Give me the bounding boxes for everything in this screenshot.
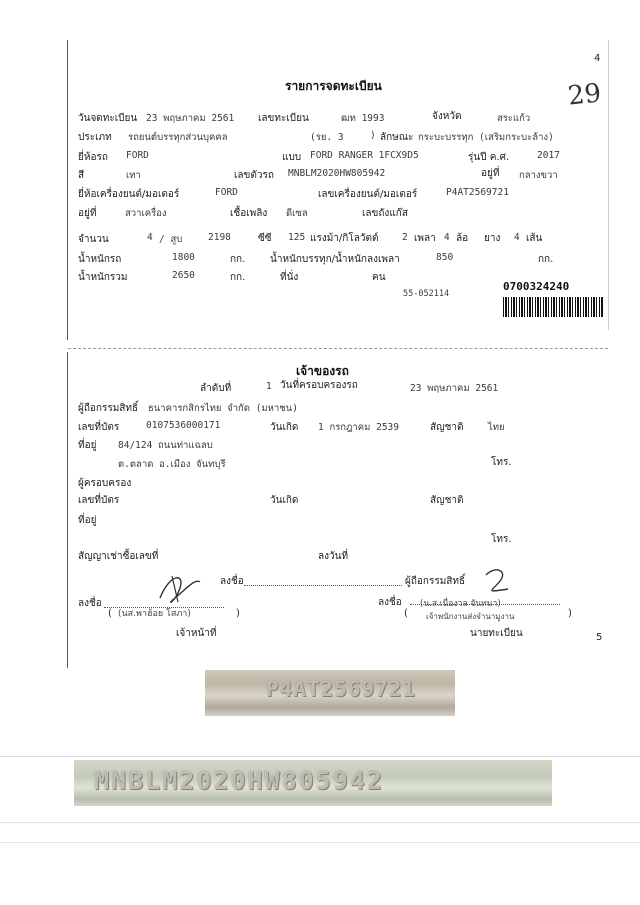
- engine-position-value: สวาเครื่อง: [125, 208, 167, 219]
- officer-signature-icon: [150, 568, 210, 608]
- cylinder-unit: / สูบ: [159, 234, 183, 245]
- fold-line-right: [608, 40, 609, 330]
- scan-line-2: [0, 822, 640, 823]
- nation-label: สัญชาติ: [430, 422, 464, 433]
- seq-value: 1: [266, 381, 272, 392]
- possess-date-label: วันที่ครอบครองรถ: [280, 380, 358, 391]
- owner-sign-line: [244, 585, 402, 586]
- form-bottom-line: [67, 667, 68, 668]
- fuel-label: เชื้อเพลิง: [230, 208, 268, 219]
- left-margin-line-top: [67, 40, 68, 340]
- cylinder-label: จำนวน: [78, 234, 109, 245]
- registrar-paren-right: ): [568, 608, 572, 619]
- type-value: รถยนต์บรรทุกส่วนบุคคล: [128, 132, 228, 143]
- wheel-label: ล้อ: [456, 233, 469, 244]
- year-label: รุ่นปี ค.ศ.: [468, 152, 510, 163]
- reg-date-label: วันจดทะเบียน: [78, 113, 138, 124]
- serial-small: 55-052114: [403, 289, 450, 299]
- contract-label: สัญญาเช่าซื้อเลขที่: [78, 551, 159, 562]
- tire-value: 4: [514, 232, 520, 243]
- cc-value: 2198: [208, 232, 231, 243]
- nation-label-2: สัญชาติ: [430, 495, 464, 506]
- separator-line: [68, 348, 608, 349]
- owner-value: ธนาคารกสิกรไทย จำกัด (มหาชน): [148, 403, 298, 414]
- birth-label: วันเกิด: [270, 422, 299, 433]
- model-label: แบบ: [282, 152, 302, 163]
- total-weight-value: 2650: [172, 270, 195, 281]
- province-label: จังหวัด: [432, 111, 462, 122]
- id-label-2: เลขที่บัตร: [78, 495, 120, 506]
- registrar-name: (น.ส.เนื่องวล จันทนา): [420, 599, 501, 609]
- type-label: ประเภท: [78, 132, 112, 143]
- cylinder-value: 4: [147, 232, 153, 243]
- style-label: ลักษณะ: [380, 132, 414, 143]
- total-weight-label: น้ำหนักรวม: [78, 272, 128, 283]
- address-label-2: ที่อยู่: [78, 515, 97, 526]
- tel-label-2: โทร.: [491, 534, 512, 545]
- birth-value: 1 กรกฎาคม 2539: [318, 422, 399, 433]
- id-label: เลขที่บัตร: [78, 422, 120, 433]
- handwritten-page-number: 29: [566, 78, 603, 112]
- load-label: น้ำหนักบรรทุก/น้ำหนักลงเพลา: [270, 254, 400, 265]
- fuel-value: ดีเซล: [286, 208, 308, 219]
- address-label: ที่อยู่: [78, 440, 97, 451]
- owner-sign-role: ผู้ถือกรรมสิทธิ์: [405, 576, 466, 587]
- hp-label: แรงม้า/กิโลวัตต์: [310, 233, 379, 244]
- axle-label: เพลา: [414, 233, 436, 244]
- chassis-number-rubbing: MNBLM2020HW805942: [94, 766, 384, 795]
- reg-no-value: ฒท 1993: [341, 113, 385, 124]
- barcode: [503, 297, 603, 317]
- engine-brand-value: FORD: [215, 187, 238, 198]
- sign-label-registrar: ลงชื่อ: [378, 597, 402, 608]
- chassis-label: เลขตัวรถ: [234, 170, 274, 181]
- owner-title: เจ้าของรถ: [296, 364, 349, 378]
- weight-label: น้ำหนักรถ: [78, 254, 122, 265]
- officer-paren-right: ): [236, 608, 240, 619]
- axle-value: 2: [402, 232, 408, 243]
- color-label: สี: [78, 170, 85, 181]
- possess-date-value: 23 พฤษภาคม 2561: [410, 383, 499, 394]
- sign-label-officer: ลงชื่อ: [78, 598, 102, 609]
- contract-date-label: ลงวันที่: [318, 551, 349, 562]
- position-value: กลางขวา: [519, 170, 558, 181]
- engine-no-label: เลขเครื่องยนต์/มอเตอร์: [318, 189, 418, 200]
- sign-label-owner: ลงชื่อ: [220, 576, 244, 587]
- bottom-page-number: 5: [596, 632, 603, 643]
- weight-value: 1800: [172, 252, 195, 263]
- type-code-close: ): [370, 130, 376, 141]
- registrar-signature-icon: [478, 565, 518, 599]
- scan-line-1: [0, 756, 640, 757]
- gas-tank-label: เลขถังแก๊ส: [362, 208, 408, 219]
- wheel-value: 4: [444, 232, 450, 243]
- officer-name: (นส.พาฮ้อย โสภา): [118, 609, 191, 619]
- chassis-value: MNBLM2020HW805942: [288, 168, 386, 179]
- engine-no-value: P4AT2569721: [446, 187, 509, 198]
- registrar-subtitle: เจ้าพนักงานส่งจำนามูงาน: [426, 612, 515, 621]
- brand-value: FORD: [126, 150, 149, 161]
- position-label: อยู่ที่: [481, 168, 500, 179]
- tel-label: โทร.: [491, 457, 512, 468]
- engine-position-label: อยู่ที่: [78, 208, 97, 219]
- owner-label: ผู้ถือกรรมสิทธิ์: [78, 403, 139, 414]
- scan-line-3: [0, 842, 640, 843]
- seat-label: ที่นั่ง: [280, 272, 299, 283]
- seat-unit: คน: [372, 272, 386, 283]
- address-line2: ต.ตลาด อ.เมือง จันทบุรี: [118, 459, 226, 470]
- province-value: สระแก้ว: [497, 113, 531, 124]
- registration-title: รายการจดทะเบียน: [285, 79, 382, 93]
- weight-unit: กก.: [230, 254, 246, 265]
- model-value: FORD RANGER 1FCX9D5: [310, 150, 419, 161]
- type-code: (รย. 3: [310, 132, 344, 143]
- year-value: 2017: [537, 150, 560, 161]
- registrar-role: นายทะเบียน: [470, 628, 523, 639]
- reg-date-value: 23 พฤษภาคม 2561: [146, 113, 235, 124]
- id-value: 0107536000171: [146, 420, 221, 431]
- officer-paren-left: (: [108, 608, 112, 619]
- engine-brand-label: ยี่ห้อเครื่องยนต์/มอเตอร์: [78, 189, 180, 200]
- load-unit: กก.: [538, 254, 554, 265]
- color-value: เทา: [126, 170, 141, 181]
- tire-unit: เส้น: [526, 233, 543, 244]
- brand-label: ยี่ห้อรถ: [78, 152, 108, 163]
- reg-no-label: เลขทะเบียน: [258, 113, 309, 124]
- engine-number-rubbing: P4AT2569721: [266, 677, 417, 701]
- officer-role: เจ้าหน้าที่: [176, 628, 217, 639]
- address-value: 84/124 ถนนท่าแฉลบ: [118, 440, 213, 451]
- corner-page-number: 4: [594, 53, 601, 64]
- nation-value: ไทย: [488, 422, 505, 433]
- birth-label-2: วันเกิด: [270, 495, 299, 506]
- registrar-paren-left: (: [404, 608, 408, 619]
- left-margin-line-bottom: [67, 352, 68, 667]
- cc-label: ซีซี: [258, 233, 272, 244]
- possessor-label: ผู้ครอบครอง: [78, 478, 132, 489]
- total-weight-unit: กก.: [230, 272, 246, 283]
- hp-value: 125: [288, 232, 306, 243]
- tire-label: ยาง: [484, 233, 501, 244]
- style-value: กระบะบรรทุก (เสริมกระบะล้าง): [418, 132, 554, 143]
- seq-label: ลำดับที่: [200, 383, 232, 394]
- load-value: 850: [436, 252, 454, 263]
- barcode-number: 0700324240: [503, 280, 570, 293]
